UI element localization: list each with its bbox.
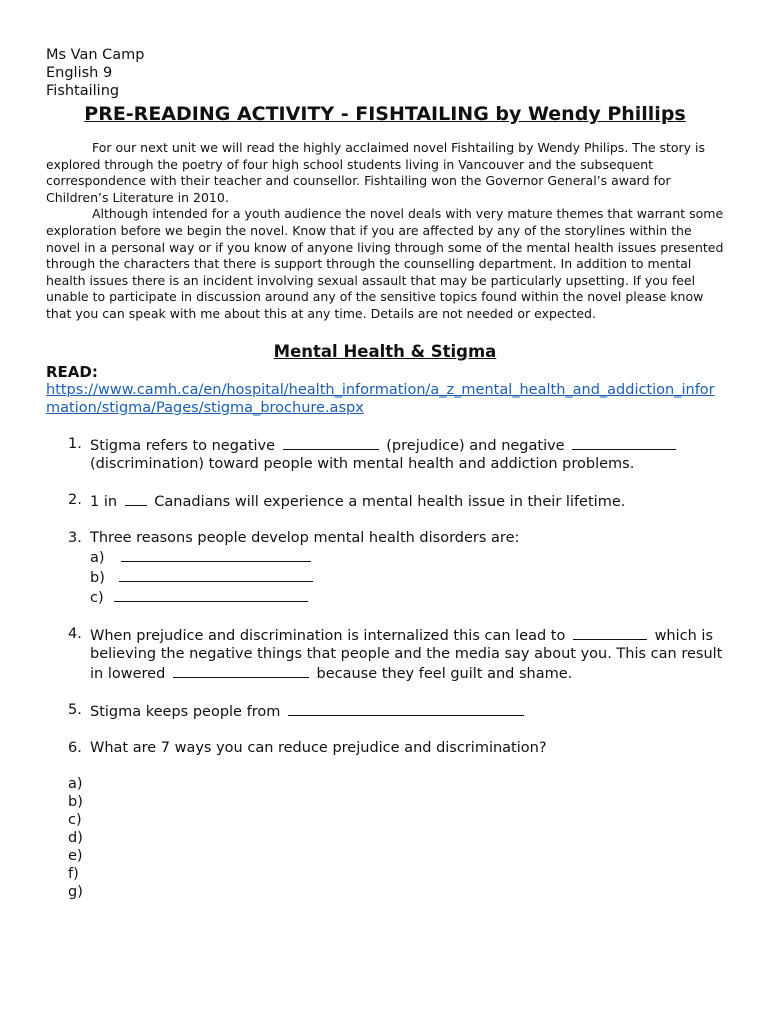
blank-line[interactable] <box>114 587 308 602</box>
worksheet-page <box>46 46 724 901</box>
unit-name: Fishtailing <box>46 83 120 99</box>
camh-link[interactable]: https://www.camh.ca/en/hospital/health_information/a_z_mental_health_and_addiction_information/stigma/Pages/stigma_brochure.aspx <box>46 381 715 416</box>
question-number: 4. <box>68 625 82 642</box>
blank-line[interactable] <box>572 435 676 450</box>
course-name: English 9 <box>46 65 113 81</box>
answer-g: g) <box>68 883 83 900</box>
intro-text <box>46 140 724 323</box>
blank-line[interactable] <box>173 663 309 678</box>
intro-paragraph-2: Although intended for a youth audience the novel deals with very mature themes that warrant some exploration before we begin the novel. Know that if you are affected by any of the storylines within the novel in a personal way or if you know of anyone living through some of the mental health issues presented through the characters that there is support through the counselling department. In addition to mental health issues there is an incident involving sexual assault that may be particularly upsetting. If you feel unable to participate in discussion around any of the sensitive topics found within the novel please know that you can speak with me about this at any time. Details are not needed or expected. <box>46 206 724 321</box>
blank-line[interactable] <box>125 491 147 506</box>
intro-paragraph-1: For our next unit we will read the highly acclaimed novel Fishtailing by Wendy Philips. The story is explored through the poetry of four high school students living in Vancouver and the subsequent correspondence with their teacher and counsellor. Fishtailing won the Governor General’s award for Children’s Literature in 2010. <box>46 140 706 205</box>
question-5: 5. Stigma keeps people from <box>46 701 724 721</box>
question-list <box>46 435 724 757</box>
blank-line[interactable] <box>573 625 647 640</box>
answer-b: b) <box>68 793 83 810</box>
answer-list <box>68 775 724 901</box>
question-6: 6. What are 7 ways you can reduce prejudice and discrimination? <box>68 739 547 756</box>
answer-f: f) <box>68 865 79 882</box>
blank-line[interactable] <box>283 435 379 450</box>
reason-b: b) <box>90 567 724 587</box>
question-number: 6. <box>68 739 82 756</box>
question-number: 5. <box>68 701 82 718</box>
answer-d: d) <box>68 829 83 846</box>
blank-line[interactable] <box>119 567 313 582</box>
question-3: 3. Three reasons people develop mental health disorders are: a) b) c) <box>46 529 724 607</box>
question-number: 2. <box>68 491 82 508</box>
question-4: 4. When prejudice and discrimination is internalized this can lead to which is believing the negative things that people and the media say about you. This can result in lowered because they feel guilt and shame. <box>68 625 723 682</box>
section-title: Mental Health & Stigma <box>273 341 497 361</box>
teacher-name: Ms Van Camp <box>46 47 145 63</box>
question-1: 1. Stigma refers to negative (prejudice) and negative (discrimination) toward people with mental health and addiction problems. <box>46 435 724 473</box>
reason-c: c) <box>90 587 724 607</box>
header-block <box>46 46 724 100</box>
answer-a: a) <box>68 775 83 792</box>
answer-e: e) <box>68 847 83 864</box>
answer-c: c) <box>68 811 82 828</box>
read-label: READ: <box>46 362 98 381</box>
question-2: 2. 1 in Canadians will experience a mental health issue in their lifetime. <box>68 491 626 510</box>
reason-a: a) <box>90 547 724 567</box>
question-number: 3. <box>68 529 82 546</box>
blank-line[interactable] <box>121 547 311 562</box>
page-title: PRE-READING ACTIVITY - FISHTAILING by Wendy Phillips <box>84 103 686 125</box>
question-number: 1. <box>68 435 82 452</box>
blank-line[interactable] <box>288 701 524 716</box>
